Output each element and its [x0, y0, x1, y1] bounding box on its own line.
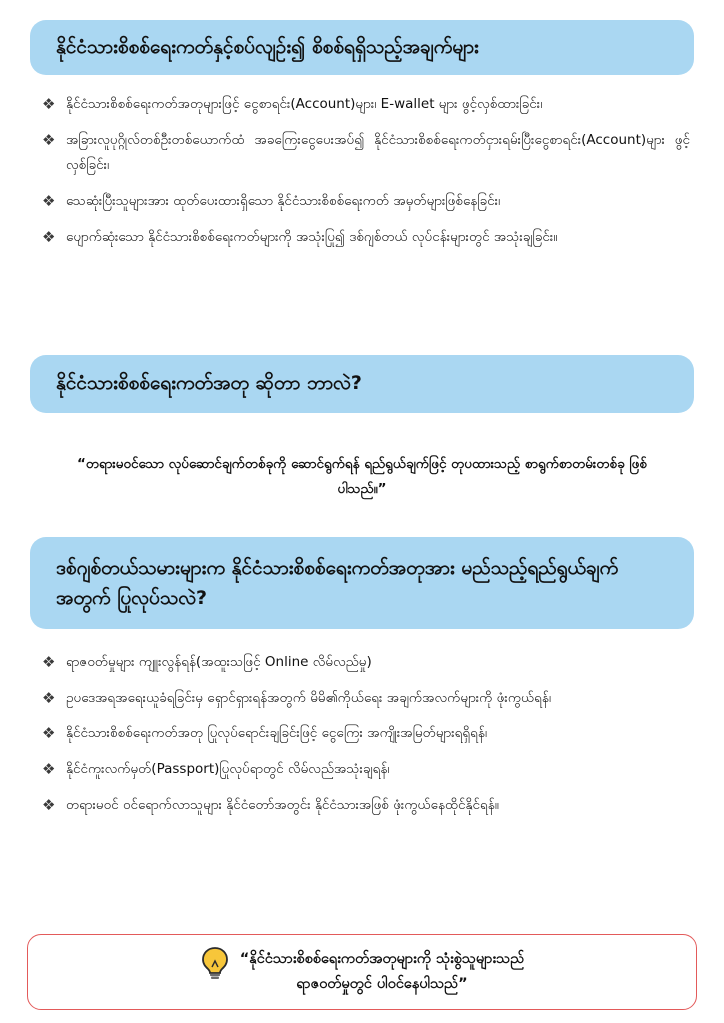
diamond-bullet-icon: ❖ — [42, 130, 56, 149]
callout-line-2: ရာဇဝတ်မှုတွင် ပါဝင်နေပါသည်” — [296, 976, 468, 992]
section2-heading-banner — [30, 355, 694, 413]
list-item: ❖ နိုင်ငံသားစိစစ်ရေးကတ်အတု ပြုလုပ်ရောင်းချခြင်းဖြင့် ငွေကြေး အကျိုးအမြတ်များရရှိရန်၊ — [42, 721, 690, 747]
list-item: ❖ တရားမဝင် ဝင်ရောက်လာသူများ နိုင်ငံတော်အတွင်း နိုင်ငံသားအဖြစ် ဖုံးကွယ်နေထိုင်နိုင်ရန်။ — [42, 793, 690, 819]
section1-list — [42, 92, 690, 250]
diamond-bullet-icon: ❖ — [42, 759, 56, 778]
definition-quote: “တရားမဝင်သော လုပ်ဆောင်ချက်တစ်ခုကို ဆောင်ရွက်ရန် ရည်ရွယ်ချက်ဖြင့် တုပထားသည့် စာရွက်စာတမ်းတစ်ခု ဖြစ်ပါသည်။” — [77, 456, 647, 497]
lightbulb-icon — [200, 946, 234, 984]
diamond-bullet-icon: ❖ — [42, 795, 56, 814]
section3-heading: ဒစ်ဂျစ်တယ်သမားများက နိုင်ငံသားစိစစ်ရေးကတ်အတုအား မည်သည့်ရည်ရွယ်ချက်အတွက် ပြုလုပ်သလဲ? — [56, 556, 619, 609]
list-item: ❖ နိုင်ငံသားစိစစ်ရေးကတ်အတုများဖြင့် ငွေစာရင်း(Account)များ၊ E-wallet များ ဖွင့်လှစ်ထားခြင်း၊ — [42, 92, 690, 118]
warning-callout — [27, 934, 697, 1010]
diamond-bullet-icon: ❖ — [42, 227, 56, 246]
section1-heading-banner — [30, 20, 694, 75]
diamond-bullet-icon: ❖ — [42, 653, 56, 671]
diamond-bullet-icon: ❖ — [42, 95, 56, 113]
section3-list — [42, 650, 690, 818]
section1-heading: နိုင်ငံသားစိစစ်ရေးကတ်နှင့်စပ်လျဉ်း၍ စိစစ်ရရှိသည့်အချက်များ — [56, 35, 479, 58]
list-item: ❖ နိုင်ငံကူးလက်မှတ်(Passport)ပြုလုပ်ရာတွင် လိမ်လည်အသုံးချရန်၊ — [42, 757, 690, 783]
callout-text — [240, 947, 524, 998]
diamond-bullet-icon: ❖ — [42, 724, 56, 743]
list-item: ❖ ပျောက်ဆုံးသော နိုင်ငံသားစိစစ်ရေးကတ်များကို အသုံးပြု၍ ဒစ်ဂျစ်တယ် လုပ်ငန်းများတွင် အသုံးချခြင်း။ — [42, 225, 690, 251]
callout-line-1: “နိုင်ငံသားစိစစ်ရေးကတ်အတုများကို သုံးစွဲသူများသည် — [239, 950, 525, 967]
list-item: ❖ အခြားလူပုဂ္ဂိုလ်တစ်ဦးတစ်ယောက်ထံ အခကြေးငွေပေးအပ်၍ နိုင်ငံသားစိစစ်ရေးကတ်ငှားရမ်းပြီးငွေစာရင်း(Account)များ ဖွင့်လှစ်ခြင်း၊ — [42, 128, 690, 179]
section2-heading: နိုင်ငံသားစိစစ်ရေးကတ်အတု ဆိုတာ ဘာလဲ? — [56, 372, 362, 395]
list-item: ❖ ရာဇဝတ်မှုများ ကျူးလွန်ရန်(အထူးသဖြင့် Online လိမ်လည်မှု) — [42, 650, 690, 676]
diamond-bullet-icon: ❖ — [42, 688, 56, 707]
diamond-bullet-icon: ❖ — [42, 191, 56, 210]
list-item: ❖ သေဆုံးပြီးသူများအား ထုတ်ပေးထားရှိသော နိုင်ငံသားစိစစ်ရေးကတ် အမှတ်များဖြစ်နေခြင်း၊ — [42, 189, 690, 215]
list-item: ❖ ဥပဒေအရအရေးယူခံရခြင်းမှ ရှောင်ရှားရန်အတွက် မိမိ၏ကိုယ်ရေး အချက်အလက်များကို ဖုံးကွယ်ရန်၊ — [42, 686, 690, 712]
section3-heading-banner — [30, 537, 694, 629]
